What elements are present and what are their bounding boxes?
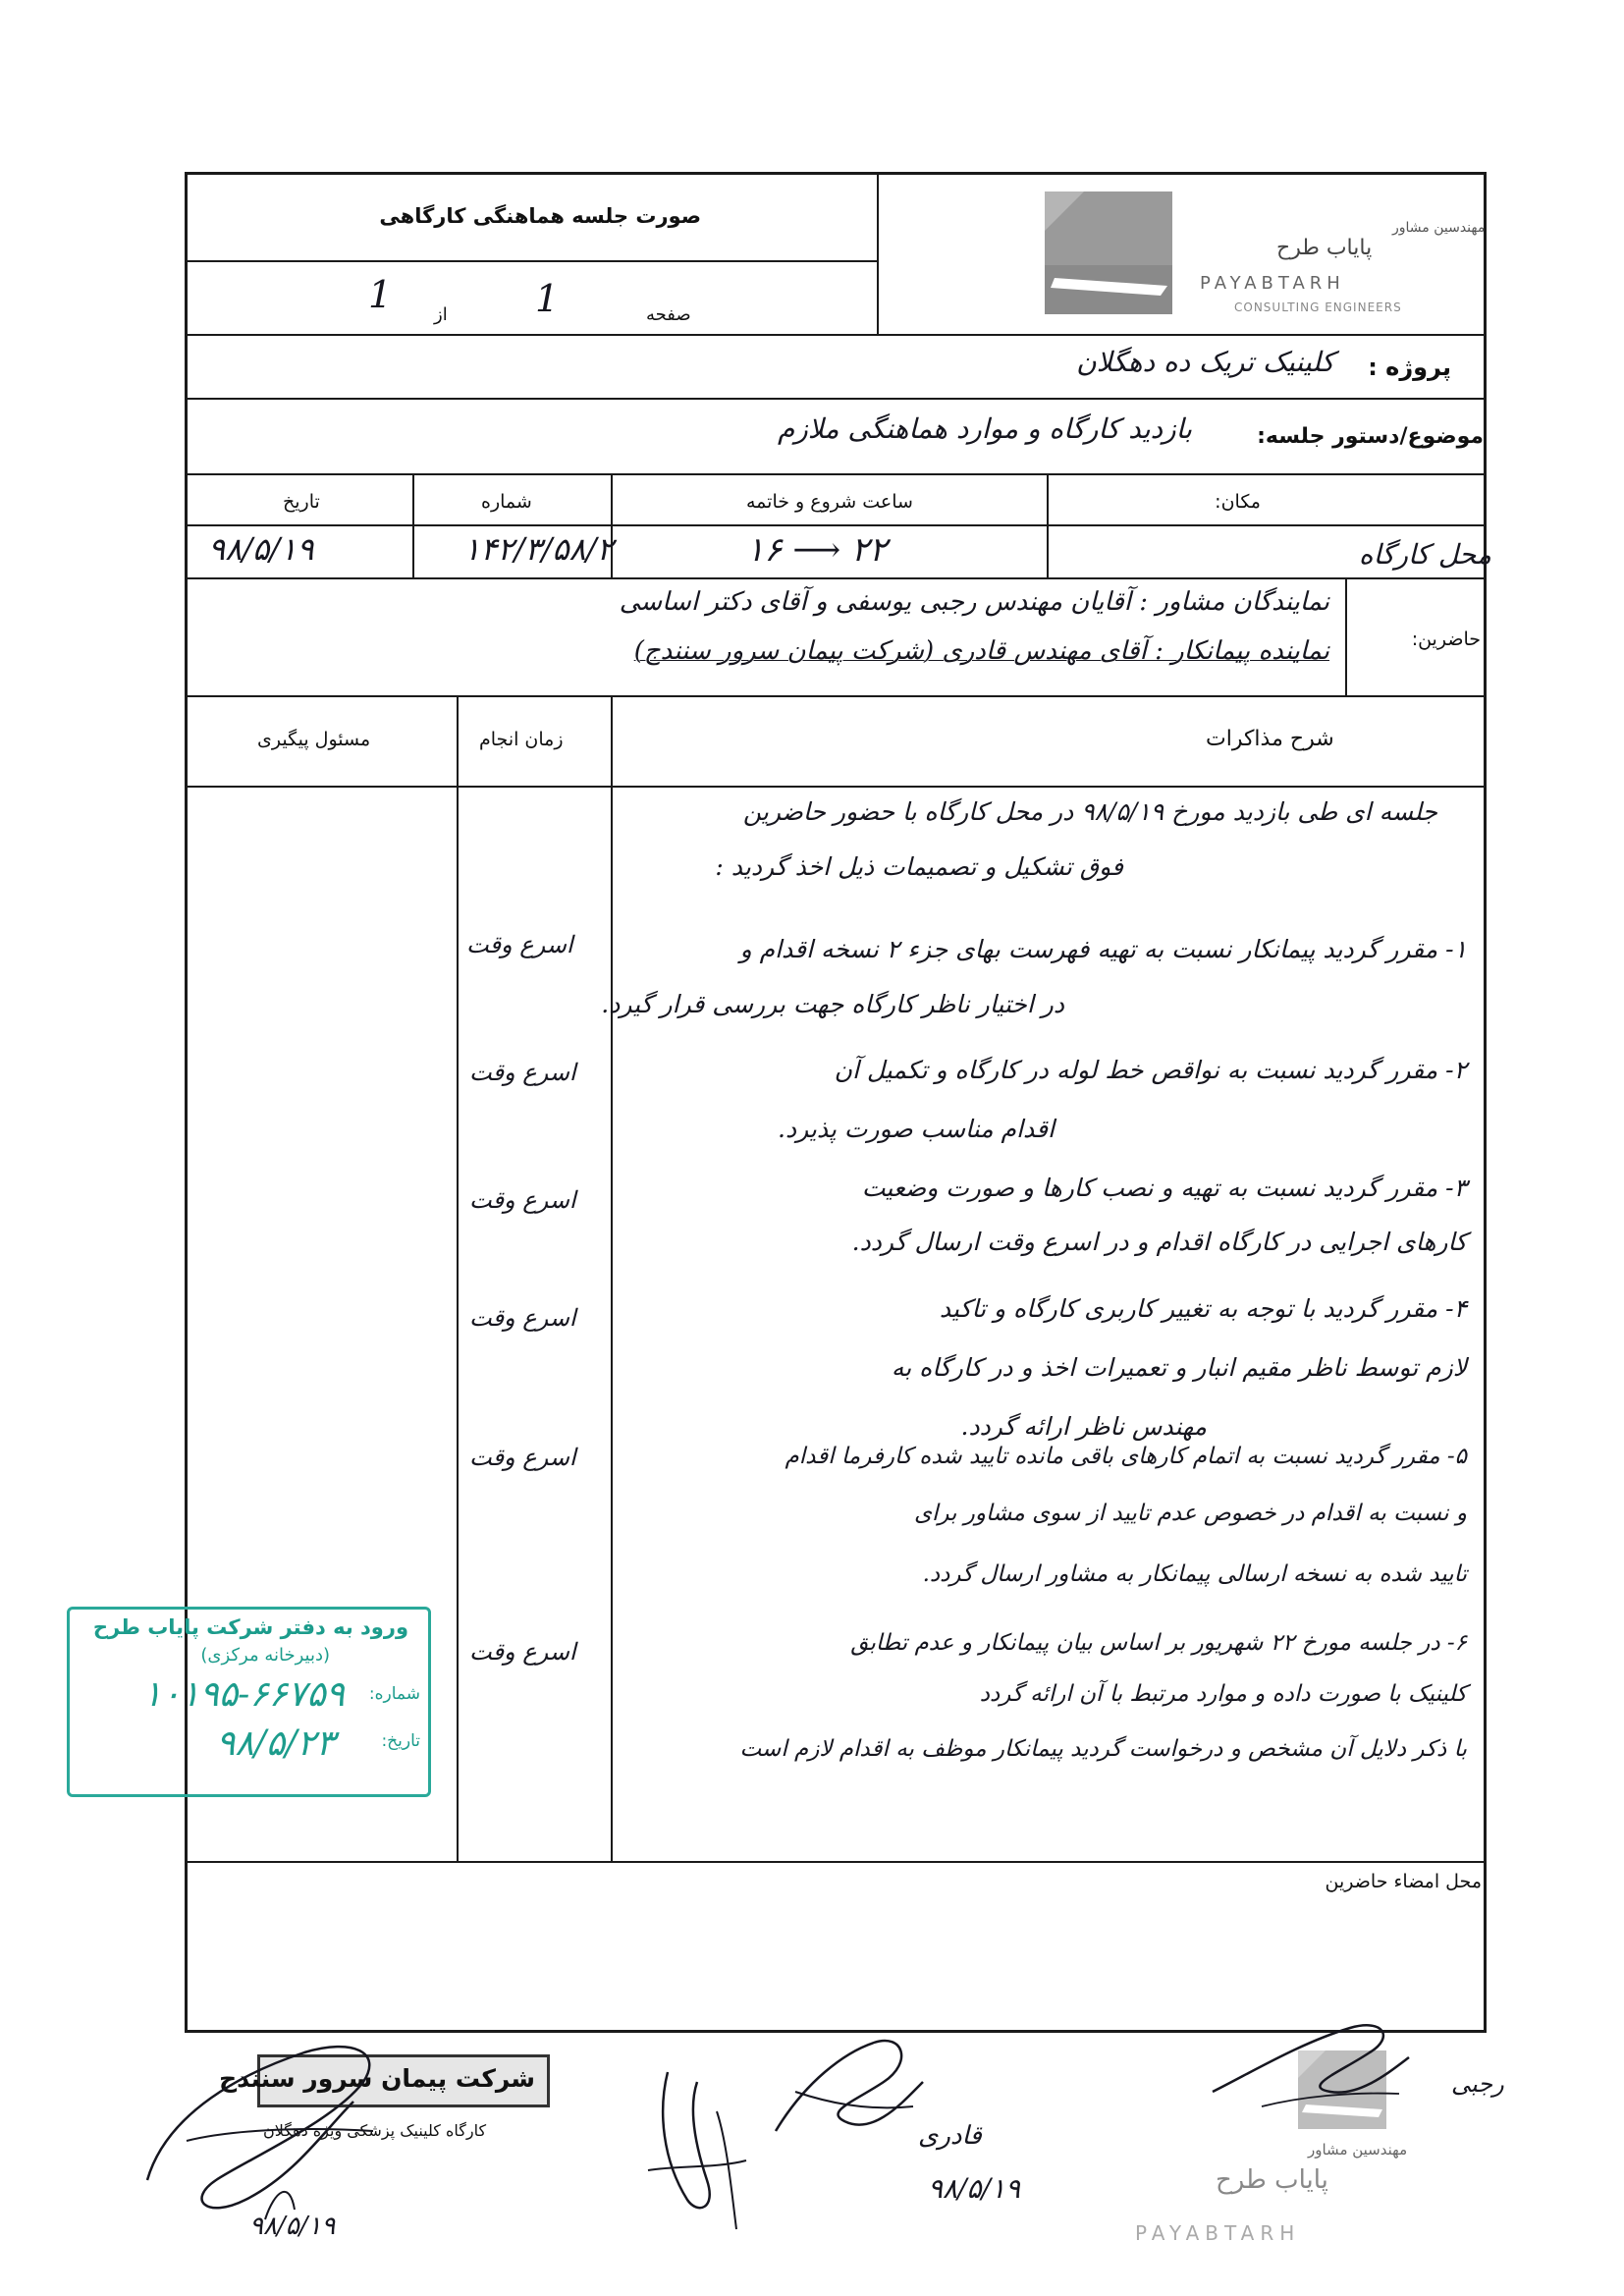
- logo-bottom-fa-name: پایاب طرح: [1216, 2165, 1328, 2195]
- minutes-line: ۱- مقرر گردید پیمانکار نسبت به تهیه فهرست بهای جزء ۲ نسخه اقدام و: [739, 935, 1467, 963]
- logo-fa-top: مهندسین مشاور: [1392, 220, 1486, 236]
- receipt-stamp-title: ورود به دفتر شرکت پایاب طرح: [92, 1615, 408, 1639]
- signatures-label: محل امضاء حاضرین: [1325, 1871, 1482, 1892]
- divider-title: [185, 260, 879, 262]
- time-value: ۱۶ ⟶ ۲۲: [746, 530, 888, 570]
- page-number: 1: [535, 277, 560, 320]
- divider-project: [185, 398, 1487, 400]
- page-title: صورت جلسه هماهنگی کارگاهی: [379, 204, 701, 228]
- minutes-line: اقدام مناسب صورت پذیرد.: [778, 1115, 1055, 1143]
- minutes-line: جلسه ای طی بازدید مورخ ۹۸/۵/۱۹ در محل کارگاه با حضور حاضرین: [742, 797, 1437, 826]
- minutes-line: کارهای اجرایی در کارگاه اقدام و در اسرع وقت ارسال گردد.: [851, 1228, 1467, 1256]
- minutes-line: ۴- مقرر گردید با توجه به تغییر کاربری کارگاه و تاکید: [939, 1294, 1467, 1323]
- deadline-value: اسرع وقت: [466, 931, 573, 958]
- attendees-line-2: نماینده پیمانکار : آقای مهندس قادری (شرکت پیمان سرور سنندج): [633, 636, 1329, 666]
- bottom-mid-date: ۹۸/۵/۱۹: [928, 2172, 1021, 2205]
- signature-2-icon: [628, 2052, 766, 2249]
- page-total: 1: [368, 273, 393, 316]
- place-value: محل کارگاه: [1358, 538, 1491, 571]
- logo-en-sub: CONSULTING ENGINEERS: [1234, 301, 1402, 314]
- attendees-label: حاضرین:: [1411, 629, 1481, 650]
- receipt-date: ۹۸/۵/۲۳: [216, 1723, 335, 1764]
- date-header: تاریخ: [283, 491, 320, 513]
- signature-consultant-icon: [1203, 2013, 1419, 2121]
- project-value: کلینیک تریک ده دهگلان: [1076, 346, 1334, 378]
- bottom-left-date: ۹۸/۵/۱۹: [249, 2212, 336, 2241]
- divider-deadline: [457, 695, 459, 1861]
- divider-agenda: [185, 473, 1487, 475]
- minutes-line: فوق تشکیل و تصمیمات ذیل اخذ گردید :: [715, 852, 1123, 881]
- responsible-header: مسئول پیگیری: [257, 729, 371, 750]
- minutes-line: مهندس ناظر ارائه گردد.: [960, 1412, 1207, 1441]
- minutes-line: لازم توسط ناظر مقیم انبار و تعمیرات اخذ و در کارگاه به: [891, 1353, 1467, 1382]
- number-header: شماره: [481, 491, 532, 513]
- company-logo-icon: [1045, 191, 1172, 314]
- divider-logo: [877, 172, 879, 334]
- project-label: پروژه :: [1368, 354, 1451, 381]
- minutes-line: و نسبت به اقدام در خصوص عدم تایید از سوی مشاور برای: [913, 1501, 1467, 1526]
- divider-table-header: [185, 786, 1487, 788]
- minutes-line: ۳- مقرر گردید نسبت به تهیه و نصب کارها و صورت وضعیت: [861, 1174, 1467, 1202]
- deadline-value: اسرع وقت: [469, 1059, 576, 1086]
- signature-3-icon: [766, 2023, 933, 2170]
- deadline-value: اسرع وقت: [469, 1186, 576, 1214]
- receipt-stamp-subtitle: (دبیرخانه مرکزی): [200, 1645, 330, 1666]
- date-value: ۹۸/۵/۱۹: [208, 530, 314, 568]
- time-header: ساعت شروع و خاتمه: [746, 491, 913, 513]
- receipt-number: ۱۰۱۹۵-۶۶۷۵۹: [142, 1674, 345, 1715]
- place-header: مکان:: [1215, 491, 1261, 513]
- minutes-line: در اختیار ناظر کارگاه جهت بررسی قرار گیرد.: [601, 990, 1064, 1018]
- page-label: صفحه: [646, 304, 691, 325]
- divider-meta-header: [185, 524, 1487, 526]
- divider-place: [1047, 473, 1049, 577]
- receipt-date-label: تاریخ:: [381, 1731, 420, 1751]
- deadline-header: زمان انجام: [479, 729, 564, 750]
- number-value: ۱۴۲/۳/۵۸/۲: [463, 530, 614, 568]
- contractor-stamp-title: شرکت پیمان سرور سنندج: [219, 2064, 535, 2093]
- divider-discussion: [611, 695, 613, 1861]
- agenda-label: موضوع/دستور جلسه:: [1257, 424, 1484, 449]
- deadline-value: اسرع وقت: [469, 1304, 576, 1332]
- minutes-line: ۶- در جلسه مورخ ۲۲ شهریور بر اساس بیان پیمانکار و عدم تطابق: [850, 1630, 1467, 1656]
- minutes-line: تایید شده به نسخه ارسالی پیمانکار به مشاور ارسال گردد.: [922, 1561, 1467, 1587]
- divider-number: [412, 473, 414, 577]
- discussion-header: شرح مذاکرات: [1206, 727, 1334, 751]
- receipt-number-label: شماره:: [368, 1684, 420, 1704]
- bottom-mid-name: قادری: [918, 2121, 982, 2151]
- attendees-line-1: نمایندگان مشاور : آقایان مهندس رجبی یوسفی و آقای دکتر اساسی: [619, 587, 1329, 617]
- of-label: از: [434, 304, 448, 325]
- divider-attendees: [185, 695, 1487, 697]
- bottom-right-note: رجبی: [1451, 2070, 1504, 2098]
- agenda-value: بازدید کارگاه و موارد هماهنگی ملازم: [777, 412, 1192, 445]
- contractor-stamp-subtitle: کارگاه کلینیک پزشکی ویژه دهگلان: [263, 2121, 487, 2140]
- receipt-stamp: [67, 1607, 431, 1797]
- logo-fa-name: پایاب طرح: [1276, 236, 1373, 260]
- divider-header: [185, 334, 1487, 336]
- divider-signatures: [185, 1861, 1487, 1863]
- signature-contractor-icon: [128, 2013, 403, 2259]
- minutes-line: با ذکر دلایل آن مشخص و درخواست گردید پیمانکار موظف به اقدام لازم است: [739, 1736, 1467, 1762]
- logo-bottom-en-name: PAYABTARH: [1135, 2221, 1301, 2245]
- logo-bottom-fa-top: مهندسین مشاور: [1308, 2141, 1408, 2159]
- divider-meta-values: [185, 577, 1487, 579]
- deadline-value: اسرع وقت: [469, 1444, 576, 1471]
- divider-attendees-label: [1345, 577, 1347, 695]
- deadline-value: اسرع وقت: [469, 1638, 576, 1666]
- minutes-line: ۲- مقرر گردید نسبت به نواقص خط لوله در کارگاه و تکمیل آن: [834, 1056, 1467, 1084]
- minutes-line: ۵- مقرر گردید نسبت به اتمام کارهای باقی مانده تایید شده کارفرما اقدام: [785, 1444, 1467, 1469]
- minutes-line: کلینیک با صورت داده و موارد مرتبط با آن ارائه گردد: [979, 1681, 1467, 1707]
- logo-en-name: PAYABTARH: [1200, 273, 1345, 294]
